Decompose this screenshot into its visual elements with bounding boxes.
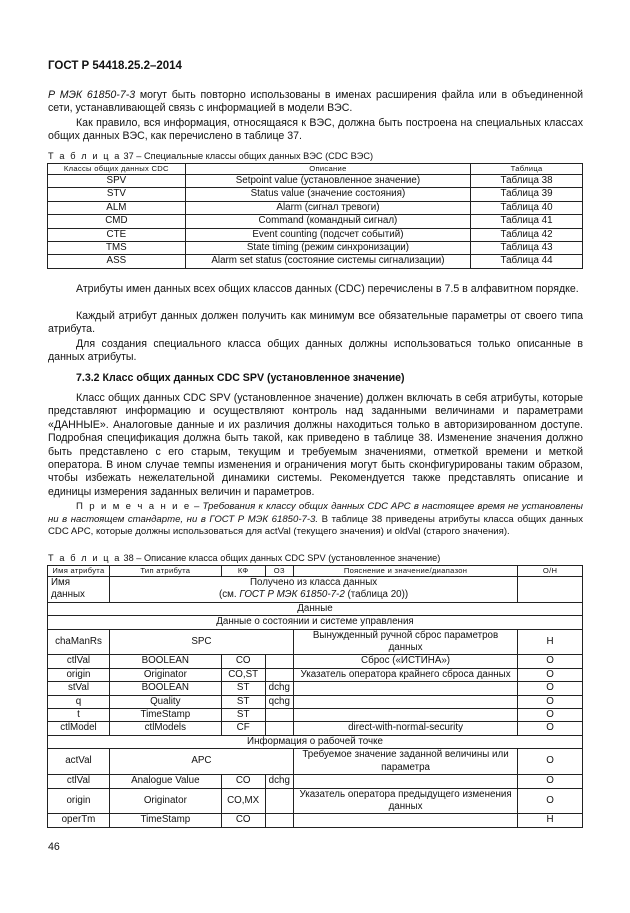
table38-row: [48, 629, 583, 655]
table38-name-line1: Получено из класса данных: [249, 577, 378, 588]
table-cell: ST: [221, 682, 265, 695]
table38-caption-text: 38 – Описание класса общих данных CDC SPV (установленное значение): [120, 553, 441, 563]
table37-caption-label: Т а б л и ц а: [48, 151, 121, 161]
table-cell: Event counting (подсчет событий): [185, 228, 470, 241]
table-cell: О: [518, 722, 583, 735]
table38-name-ref: ГОСТ Р МЭК 61850-7-2: [239, 589, 345, 601]
table38-row: [48, 668, 583, 681]
table38-row: [48, 814, 583, 827]
table-cell: [293, 682, 517, 695]
table-cell: Указатель оператора предыдущего изменения данных: [293, 788, 517, 814]
table38-row: [48, 695, 583, 708]
table-cell: [293, 709, 517, 722]
table38-section-row: [48, 616, 583, 629]
table-cell: О: [518, 775, 583, 788]
table38-header-cell: О/Н: [518, 566, 583, 577]
table-cell: CO: [221, 655, 265, 668]
note-italic: – Требования к классу общих данных CDC APC в настоящее время не установлены ни в настоящем стандарте, ни в ГОСТ Р МЭК 61850-7-3.: [48, 501, 583, 525]
table-cell: Таблица 39: [471, 188, 583, 201]
table38-section-label: Данные: [48, 602, 583, 615]
table38-row-data-name: [48, 577, 583, 603]
table37-header-cell: Описание: [185, 164, 470, 175]
table38-row: [48, 709, 583, 722]
table-cell: О: [518, 668, 583, 681]
table37-caption: [48, 151, 373, 162]
table38-section-label: Данные о состоянии и системе управления: [48, 616, 583, 629]
table-cell: Н: [518, 814, 583, 827]
table-cell: CTE: [48, 228, 186, 241]
section-heading: 7.3.2 Класс общих данных CDC SPV (установленное значение): [76, 372, 405, 384]
table-cell: TimeStamp: [109, 814, 221, 827]
table38-header-row: [48, 566, 583, 577]
table38-cell: chaManRs: [48, 629, 110, 655]
table-cell: [265, 668, 293, 681]
table38-header-cell: КФ: [221, 566, 265, 577]
table-cell: ASS: [48, 255, 186, 268]
table-cell: q: [48, 695, 110, 708]
table38-row: [48, 722, 583, 735]
table38-cell: Требуемое значение заданной величины или параметра: [293, 749, 517, 775]
table-cell: ST: [221, 709, 265, 722]
table-cell: Сброс («ИСТИНА»): [293, 655, 517, 668]
table38-section-label: Информация о рабочей точке: [48, 735, 583, 748]
table-cell: ctlModels: [109, 722, 221, 735]
table38-section-row: [48, 602, 583, 615]
table38-cell: SPC: [109, 629, 293, 655]
table-cell: О: [518, 682, 583, 695]
table38-row: [48, 775, 583, 788]
table-cell: BOOLEAN: [109, 682, 221, 695]
table-cell: TimeStamp: [109, 709, 221, 722]
note-paragraph: [48, 501, 583, 539]
table-cell: Setpoint value (установленное значение): [185, 175, 470, 188]
section-body: Класс общих данных CDC SPV (установленное значение) должен включать в себя атрибуты, которые представляют информацию и осуществляют контроль над заданными величинами и параметрами «ДАННЫЕ». Аналоговые данные и их различия должны находиться только в авторизированном доступе. Подробная спецификация должна быть такой, как приведено в таблице 38. Изменение значения должно быть представлено с его старым, текущим и требуемым значениями, отметкой времени и меткой оператора. В ином случае темпы изменения и ограничения могут быть сконфигурированы таким образом, чтобы избежать нежелательной динамики системы. Рекомендуется также представлять описание и единицы измерения заданных величин и параметров.: [48, 392, 583, 498]
paragraph-attr-names: Атрибуты имен данных всех общих классов данных (CDC) перечислены в 7.5 в алфавитном порядке.: [76, 283, 579, 295]
table37-header-cell: Классы общих данных CDC: [48, 164, 186, 175]
table38-name-line2: [113, 589, 514, 601]
table38-name-post: (таблица 20)): [344, 589, 409, 601]
table38-row: [48, 788, 583, 814]
table-cell: operTm: [48, 814, 110, 827]
table37-row: [48, 201, 583, 214]
table-cell: Таблица 38: [471, 175, 583, 188]
table-38: [47, 565, 583, 828]
table-cell: Originator: [109, 668, 221, 681]
table-cell: О: [518, 709, 583, 722]
table38-row: [48, 682, 583, 695]
table-cell: О: [518, 788, 583, 814]
table38-name-pre: (см.: [218, 589, 240, 601]
table-cell: [265, 722, 293, 735]
table38-row: [48, 655, 583, 668]
table-cell: t: [48, 709, 110, 722]
table38-header-cell: Тип атрибута: [109, 566, 221, 577]
table-cell: dchg: [265, 775, 293, 788]
table-cell: Таблица 42: [471, 228, 583, 241]
table-cell: dchg: [265, 682, 293, 695]
table-cell: [293, 775, 517, 788]
table-cell: ctlVal: [48, 655, 110, 668]
paragraph-special-class: Для создания специального класса общих данных должны использоваться только описанные в данных атрибуты.: [48, 338, 583, 364]
intro-paragraph-2: Как правило, вся информация, относящаяся к ВЭС, должна быть построена на специальных классах общих данных ВЭС, как перечислено в таблице 37.: [48, 117, 583, 143]
table37-header-row: [48, 164, 583, 175]
table-cell: CO: [221, 775, 265, 788]
table-cell: ctlModel: [48, 722, 110, 735]
table-cell: ALM: [48, 201, 186, 214]
table37-caption-text: 37 – Специальные классы общих данных ВЭС (CDC ВЭС): [120, 151, 374, 161]
table-cell: ctlVal: [48, 775, 110, 788]
table38-cell: [518, 577, 583, 603]
table-cell: TMS: [48, 242, 186, 255]
intro-p1-text: могут быть повторно использованы в именах расширения файла или в объединенной сети, устанавливающей связь с информацией в модели ВЭС.: [48, 89, 584, 115]
table-cell: CO: [221, 814, 265, 827]
table38-cell: Имя данных: [48, 577, 110, 603]
table38-cell: APC: [109, 749, 293, 775]
table-cell: qchg: [265, 695, 293, 708]
table-cell: О: [518, 695, 583, 708]
table-cell: BOOLEAN: [109, 655, 221, 668]
table37-row: [48, 255, 583, 268]
table-cell: origin: [48, 668, 110, 681]
intro-ref: Р МЭК 61850-7-3: [48, 89, 136, 101]
table-cell: State timing (режим синхронизации): [185, 242, 470, 255]
table37-row: [48, 175, 583, 188]
table-cell: Alarm (сигнал тревоги): [185, 201, 470, 214]
table-cell: SPV: [48, 175, 186, 188]
table38-cell: Н: [518, 629, 583, 655]
table-cell: [293, 695, 517, 708]
table38-caption: [48, 553, 440, 564]
note-rest: В таблице 38 приведены атрибуты класса общих данных CDC APC, которые должны использоваться для actVal (текущего значения) и oldVal (старого значения).: [48, 513, 584, 538]
table38-cell: О: [518, 749, 583, 775]
note-label: П р и м е ч а н и е: [76, 501, 191, 512]
table-cell: ST: [221, 695, 265, 708]
table-cell: CO,MX: [221, 788, 265, 814]
table38-header-cell: Пояснение и значение/диапазон: [293, 566, 517, 577]
table-cell: Quality: [109, 695, 221, 708]
table-cell: [265, 814, 293, 827]
table-cell: stVal: [48, 682, 110, 695]
table37-row: [48, 242, 583, 255]
table-cell: CF: [221, 722, 265, 735]
document-header: ГОСТ Р 54418.25.2–2014: [48, 60, 182, 72]
table-cell: [293, 814, 517, 827]
table-cell: Таблица 40: [471, 201, 583, 214]
table37-row: [48, 228, 583, 241]
table37-row: [48, 188, 583, 201]
table-cell: Таблица 41: [471, 215, 583, 228]
table38-row: [48, 749, 583, 775]
table38-cell: Вынужденный ручной сброс параметров данных: [293, 629, 517, 655]
table-cell: О: [518, 655, 583, 668]
table-cell: [265, 655, 293, 668]
table38-caption-label: Т а б л и ц а: [48, 553, 121, 563]
table37-row: [48, 215, 583, 228]
table38-header-cell: Имя атрибута: [48, 566, 110, 577]
table-cell: Analogue Value: [109, 775, 221, 788]
table38-cell: actVal: [48, 749, 110, 775]
page-number: 46: [48, 841, 60, 853]
table-cell: Таблица 43: [471, 242, 583, 255]
table-37: [47, 163, 583, 269]
table-cell: CO,ST: [221, 668, 265, 681]
table-cell: Status value (значение состояния): [185, 188, 470, 201]
paragraph-attr-params: Каждый атрибут данных должен получить как минимум все обязательные параметры от своего типа атрибута.: [48, 310, 583, 336]
table-cell: direct-with-normal-security: [293, 722, 517, 735]
table-cell: Originator: [109, 788, 221, 814]
table38-cell: [109, 577, 517, 603]
table38-section-row: [48, 735, 583, 748]
table-cell: [265, 788, 293, 814]
table-cell: Таблица 44: [471, 255, 583, 268]
table-cell: [265, 709, 293, 722]
table-cell: STV: [48, 188, 186, 201]
table-cell: CMD: [48, 215, 186, 228]
table-cell: Command (командный сигнал): [185, 215, 470, 228]
intro-paragraph-1: [48, 89, 583, 116]
table38-header-cell: ОЗ: [265, 566, 293, 577]
table37-header-cell: Таблица: [471, 164, 583, 175]
table-cell: Указатель оператора крайнего сброса данных: [293, 668, 517, 681]
table-cell: origin: [48, 788, 110, 814]
table-cell: Alarm set status (состояние системы сигнализации): [185, 255, 470, 268]
